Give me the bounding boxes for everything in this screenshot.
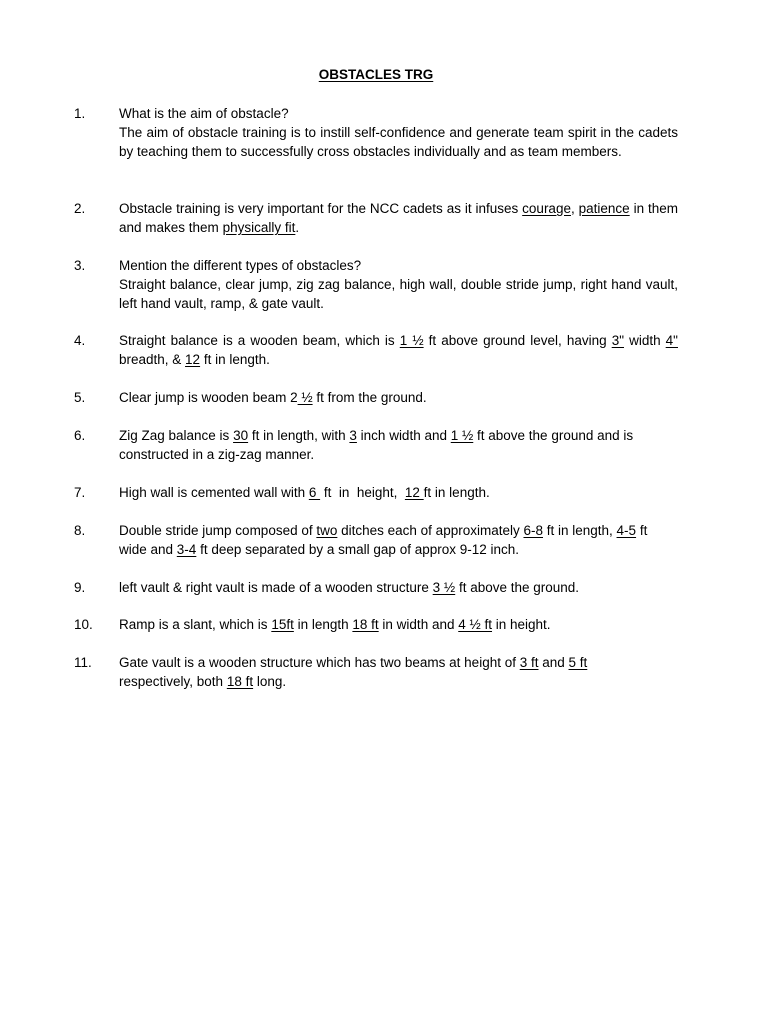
underlined-term: 12: [404, 485, 424, 500]
item-number: 2.: [74, 201, 86, 216]
text-run: in height.: [492, 617, 551, 632]
text-run: respectively, both: [119, 674, 227, 689]
underlined-term: 6: [308, 485, 321, 500]
underlined-term: 5 ft: [568, 655, 588, 670]
item-text: [119, 256, 678, 313]
question-text: Mention the different types of obstacles?: [119, 258, 362, 273]
item-number: 6.: [74, 428, 86, 443]
item-number: 1.: [74, 106, 86, 121]
text-run: ft above ground level, having: [423, 333, 612, 348]
text-run: Ramp is a slant, which is: [119, 617, 272, 632]
underlined-term: 12: [185, 352, 201, 367]
answer-text: The aim of obstacle training is to instill self-confidence and generate team spirit in the cadets by teaching them to successfully cross obstacles individually and as team members.: [119, 125, 678, 159]
underlined-term: 18 ft: [352, 617, 379, 632]
text-run: ft in length,: [543, 523, 617, 538]
text-run: in length: [293, 617, 353, 632]
list-item: [74, 426, 678, 464]
underlined-term: courage: [522, 201, 571, 216]
underlined-term: ½: [297, 390, 313, 405]
item-text: [119, 483, 678, 502]
underlined-term: physically fit: [222, 220, 296, 235]
text-run: and: [538, 655, 569, 670]
item-text: [119, 104, 678, 161]
item-text: [119, 388, 678, 407]
text-run: ft in length.: [200, 352, 270, 367]
item-number: 3.: [74, 258, 86, 273]
text-run: width: [624, 333, 666, 348]
answer-text: Straight balance, clear jump, zig zag balance, high wall, double stride jump, right hand vault, left hand vault, ramp, & gate vault.: [119, 277, 678, 311]
text-run: Obstacle training is very important for the NCC cadets as it infuses: [119, 201, 523, 216]
text-run: ft in length.: [423, 485, 490, 500]
text-run: ft in height,: [320, 485, 405, 500]
item-number: 10.: [74, 617, 93, 632]
text-run: in them and makes them: [119, 201, 678, 235]
underlined-term: 6-8: [523, 523, 543, 538]
underlined-term: 30: [233, 428, 249, 443]
text-run: ft above the ground and is constructed in a zig-zag manner.: [119, 428, 634, 462]
list-item: [74, 256, 678, 313]
text-run: High wall is cemented wall with: [119, 485, 309, 500]
page-title: OBSTACLES TRG: [318, 67, 434, 82]
text-run: in width and: [378, 617, 459, 632]
underlined-term: 4 ½ ft: [458, 617, 493, 632]
item-text: [119, 521, 678, 559]
text-run: left vault & right vault is made of a wooden structure: [119, 580, 433, 595]
underlined-term: two: [316, 523, 338, 538]
text-run: Double stride jump composed of: [119, 523, 317, 538]
underlined-term: 3-4: [176, 542, 197, 557]
underlined-term: 4": [665, 333, 678, 348]
text-run: ft above the ground.: [455, 580, 580, 595]
text-run: ,: [570, 201, 579, 216]
text-run: breadth, &: [119, 352, 186, 367]
item-number: 9.: [74, 580, 86, 595]
item-text: [119, 199, 678, 237]
underlined-term: 4-5: [616, 523, 637, 538]
item-number: 8.: [74, 523, 86, 538]
list-item: [74, 199, 678, 237]
text-run: .: [295, 220, 300, 235]
underlined-term: 15ft: [271, 617, 294, 632]
list-item: [74, 388, 678, 407]
text-run: ft in length, with: [248, 428, 350, 443]
item-text: [119, 615, 678, 634]
text-run: Clear jump is wooden beam 2: [119, 390, 298, 405]
text-run: Gate vault is a wooden structure which has two beams at height of: [119, 655, 520, 670]
text-run: Zig Zag balance is: [119, 428, 234, 443]
text-run: ft from the ground.: [312, 390, 427, 405]
item-number: 7.: [74, 485, 86, 500]
list-item: [74, 578, 678, 597]
item-number: 5.: [74, 390, 86, 405]
text-run: ditches each of approximately: [337, 523, 524, 538]
text-run: Straight balance is a wooden beam, which is: [119, 333, 400, 348]
underlined-term: 3: [349, 428, 357, 443]
item-text: [119, 331, 678, 369]
text-run: ft deep separated by a small gap of approx 9-12 inch.: [196, 542, 520, 557]
question-text: What is the aim of obstacle?: [119, 106, 289, 121]
list-item: [74, 331, 678, 369]
underlined-term: 18 ft: [226, 674, 254, 689]
text-run: ft wide and: [119, 523, 648, 557]
list-item: [74, 483, 678, 502]
underlined-term: 3 ft: [519, 655, 539, 670]
underlined-term: 1 ½: [399, 333, 424, 348]
underlined-term: 1 ½: [450, 428, 474, 443]
list-item: [74, 104, 678, 161]
item-number: 4.: [74, 333, 86, 348]
list-item: [74, 615, 678, 634]
item-text: [119, 653, 649, 691]
item-text: [119, 578, 678, 597]
list-item: [74, 521, 678, 559]
item-text: [119, 426, 678, 464]
underlined-term: 3 ½: [432, 580, 456, 595]
text-run: long.: [253, 674, 287, 689]
underlined-term: patience: [578, 201, 630, 216]
list-item: [74, 653, 678, 691]
item-number: 11.: [74, 655, 92, 670]
underlined-term: 3": [611, 333, 624, 348]
text-run: inch width and: [356, 428, 451, 443]
